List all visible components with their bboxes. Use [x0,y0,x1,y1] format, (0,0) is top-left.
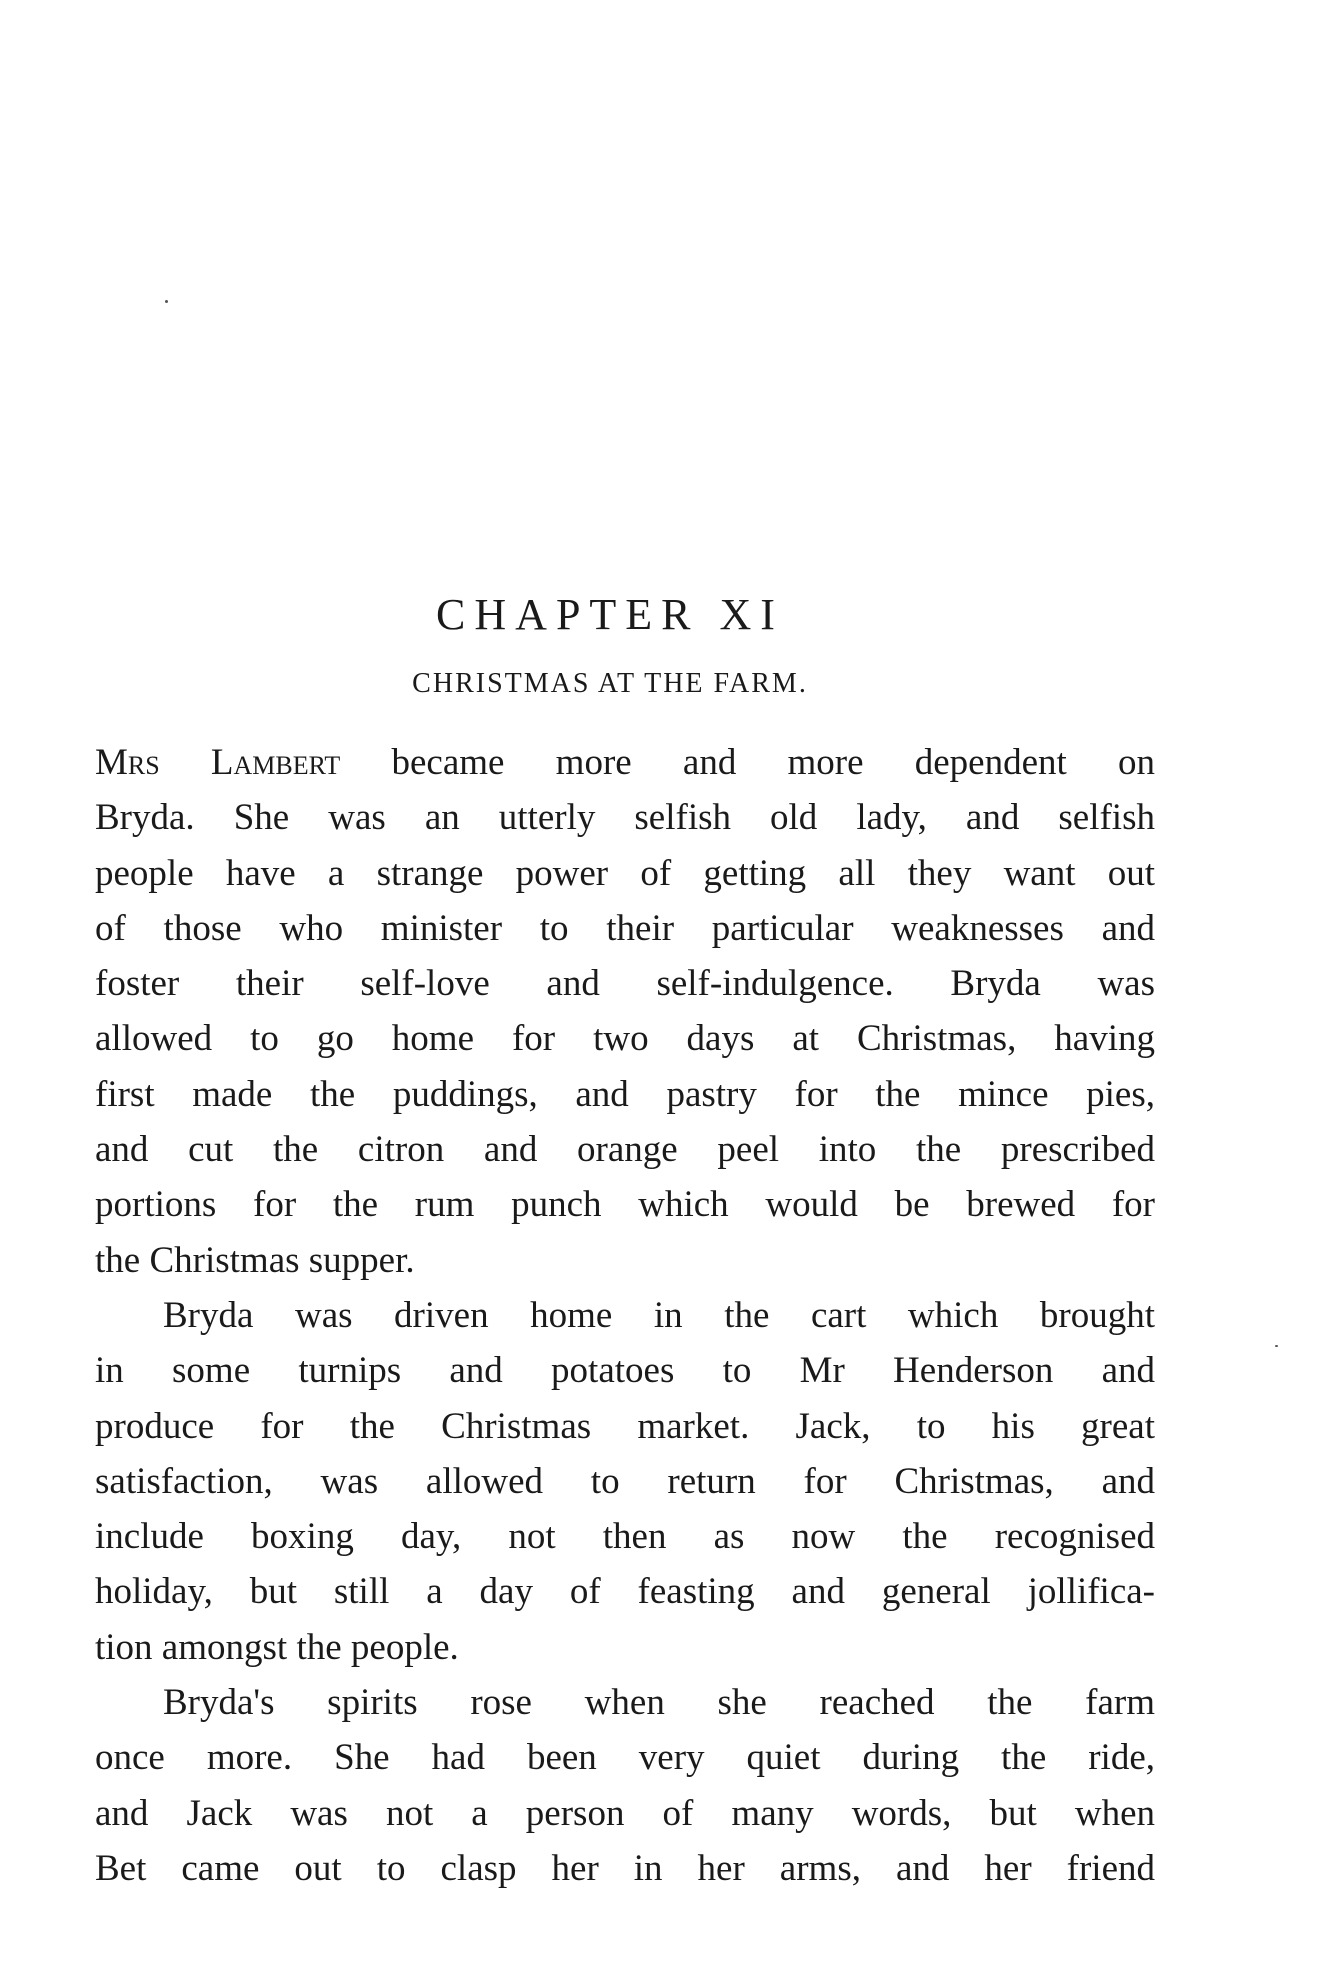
text-line: the Christmas supper. [95,1239,415,1281]
small-caps-lead: Mrs Lambert [95,742,341,783]
paragraph-3 [95,1675,1155,1896]
text-line: Bet came out to clasp her in her arms, and her friend [95,1847,1155,1889]
chapter-heading: CHAPTER XI [436,590,784,640]
text-line: tion amongst the people. [95,1626,459,1668]
chapter-subtitle: CHRISTMAS AT THE FARM. [412,668,808,699]
text-line: foster their self-love and self-indulgence. Bryda was [95,963,1155,1005]
text-line: holiday, but still a day of feasting and general jollifica- [95,1571,1155,1613]
text-line: of those who minister to their particular weaknesses and [95,907,1155,949]
text-line: and Jack was not a person of many words, but when [95,1792,1155,1834]
paragraph-2 [95,1288,1155,1675]
text-line: portions for the rum punch which would be brewed for [95,1184,1155,1226]
text-line: in some turnips and potatoes to Mr Henderson and [95,1350,1155,1392]
text-line: produce for the Christmas market. Jack, to his great [95,1405,1155,1447]
text-line: Bryda. She was an utterly selfish old lady, and selfish [95,797,1155,839]
ink-speck [1275,1345,1278,1347]
text-line [95,735,1155,790]
text-line: and cut the citron and orange peel into the prescribed [95,1129,1155,1171]
paragraph-1 [95,735,1155,1288]
text-fragment: became more and more dependent on [340,742,1155,783]
text-line: Bryda was driven home in the cart which brought [163,1294,1155,1336]
text-line: first made the puddings, and pastry for the mince pies, [95,1073,1155,1115]
chapter-body [95,735,1155,1896]
text-line: include boxing day, not then as now the recognised [95,1516,1155,1558]
ink-speck [165,300,168,303]
text-line: satisfaction, was allowed to return for Christmas, and [95,1460,1155,1502]
text-line: once more. She had been very quiet during the ride, [95,1737,1155,1779]
text-line: people have a strange power of getting all they want out [95,852,1155,894]
text-line: allowed to go home for two days at Christmas, having [95,1018,1155,1060]
text-line: Bryda's spirits rose when she reached the farm [163,1682,1155,1724]
